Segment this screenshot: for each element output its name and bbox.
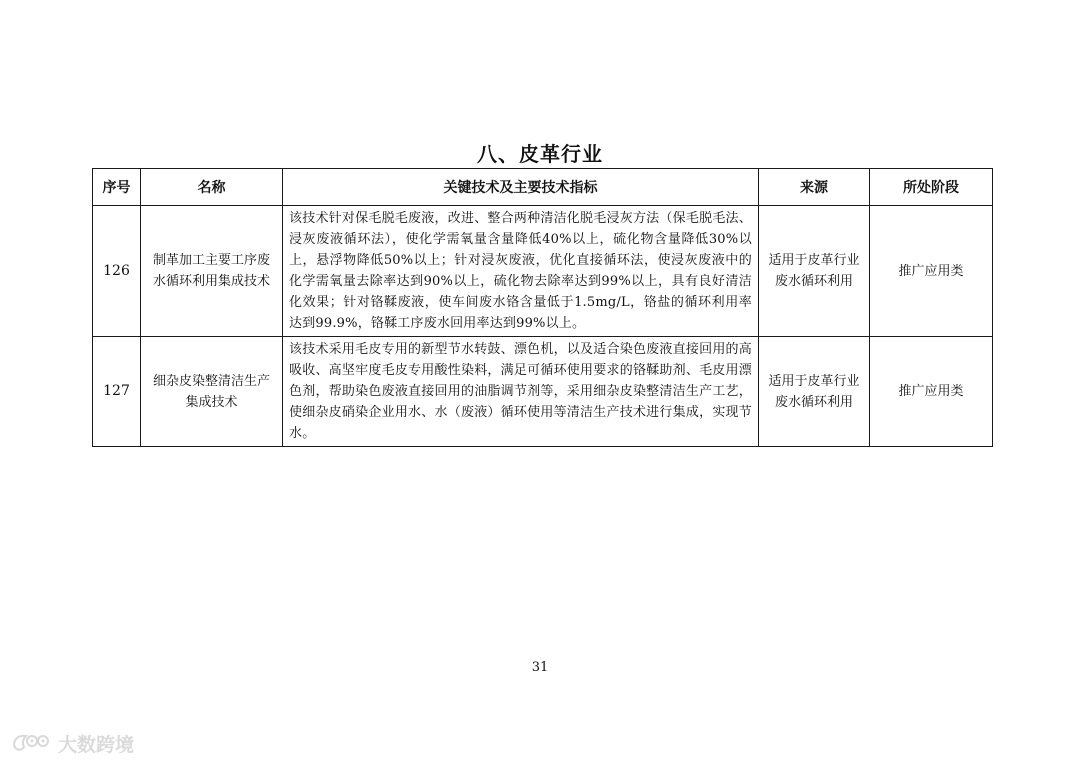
row-index: 126 — [93, 206, 141, 337]
row-stage: 推广应用类 — [870, 337, 993, 447]
header-source: 来源 — [759, 169, 870, 206]
row-tech-description: 该技术采用毛皮专用的新型节水转鼓、漂色机，以及适合染色废液直接回用的高吸收、高坚牢度毛皮专用酸性染料，满足可循环使用要求的铬鞣助剂、毛皮用漂色剂，帮助染色废液直接回用的油脂调节剂等，采用细杂皮染整清洁生产工艺，使细杂皮硝染企业用水、水（废液）循环使用等清洁生产技术进行集成，实现节水。 — [283, 337, 759, 447]
row-tech-description: 该技术针对保毛脱毛废液，改进、整合两种清洁化脱毛浸灰方法（保毛脱毛法、浸灰废液循环法），使化学需氧量含量降低40%以上，硫化物含量降低30%以上，悬浮物降低50%以上；针对浸灰废液，优化直接循环法，使浸灰废液中的化学需氧量去除率达到90%以上，硫化物去除率达到99%以上，具有良好清洁化效果；针对铬鞣废液，使车间废水铬含量低于1.5mg/L，铬盐的循环利用率达到99.9%，铬鞣工序废水回用率达到99%以上。 — [283, 206, 759, 337]
row-source: 适用于皮革行业废水循环利用 — [759, 337, 870, 447]
row-stage: 推广应用类 — [870, 206, 993, 337]
table-row — [93, 337, 993, 447]
row-index: 127 — [93, 337, 141, 447]
row-name: 制革加工主要工序废水循环利用集成技术 — [141, 206, 283, 337]
row-source: 适用于皮革行业废水循环利用 — [759, 206, 870, 337]
header-index: 序号 — [93, 169, 141, 206]
row-name: 细杂皮染整清洁生产集成技术 — [141, 337, 283, 447]
header-tech: 关键技术及主要技术指标 — [283, 169, 759, 206]
technology-table — [92, 168, 993, 447]
weibo-logo-icon — [10, 731, 54, 757]
header-name: 名称 — [141, 169, 283, 206]
header-stage: 所处阶段 — [870, 169, 993, 206]
page-number: 31 — [531, 660, 549, 675]
watermark — [10, 730, 134, 757]
table-row — [93, 206, 993, 337]
watermark-text: 大数跨境 — [58, 734, 135, 756]
table-header-row — [93, 169, 993, 206]
section-title: 八、皮革行业 — [477, 142, 603, 166]
